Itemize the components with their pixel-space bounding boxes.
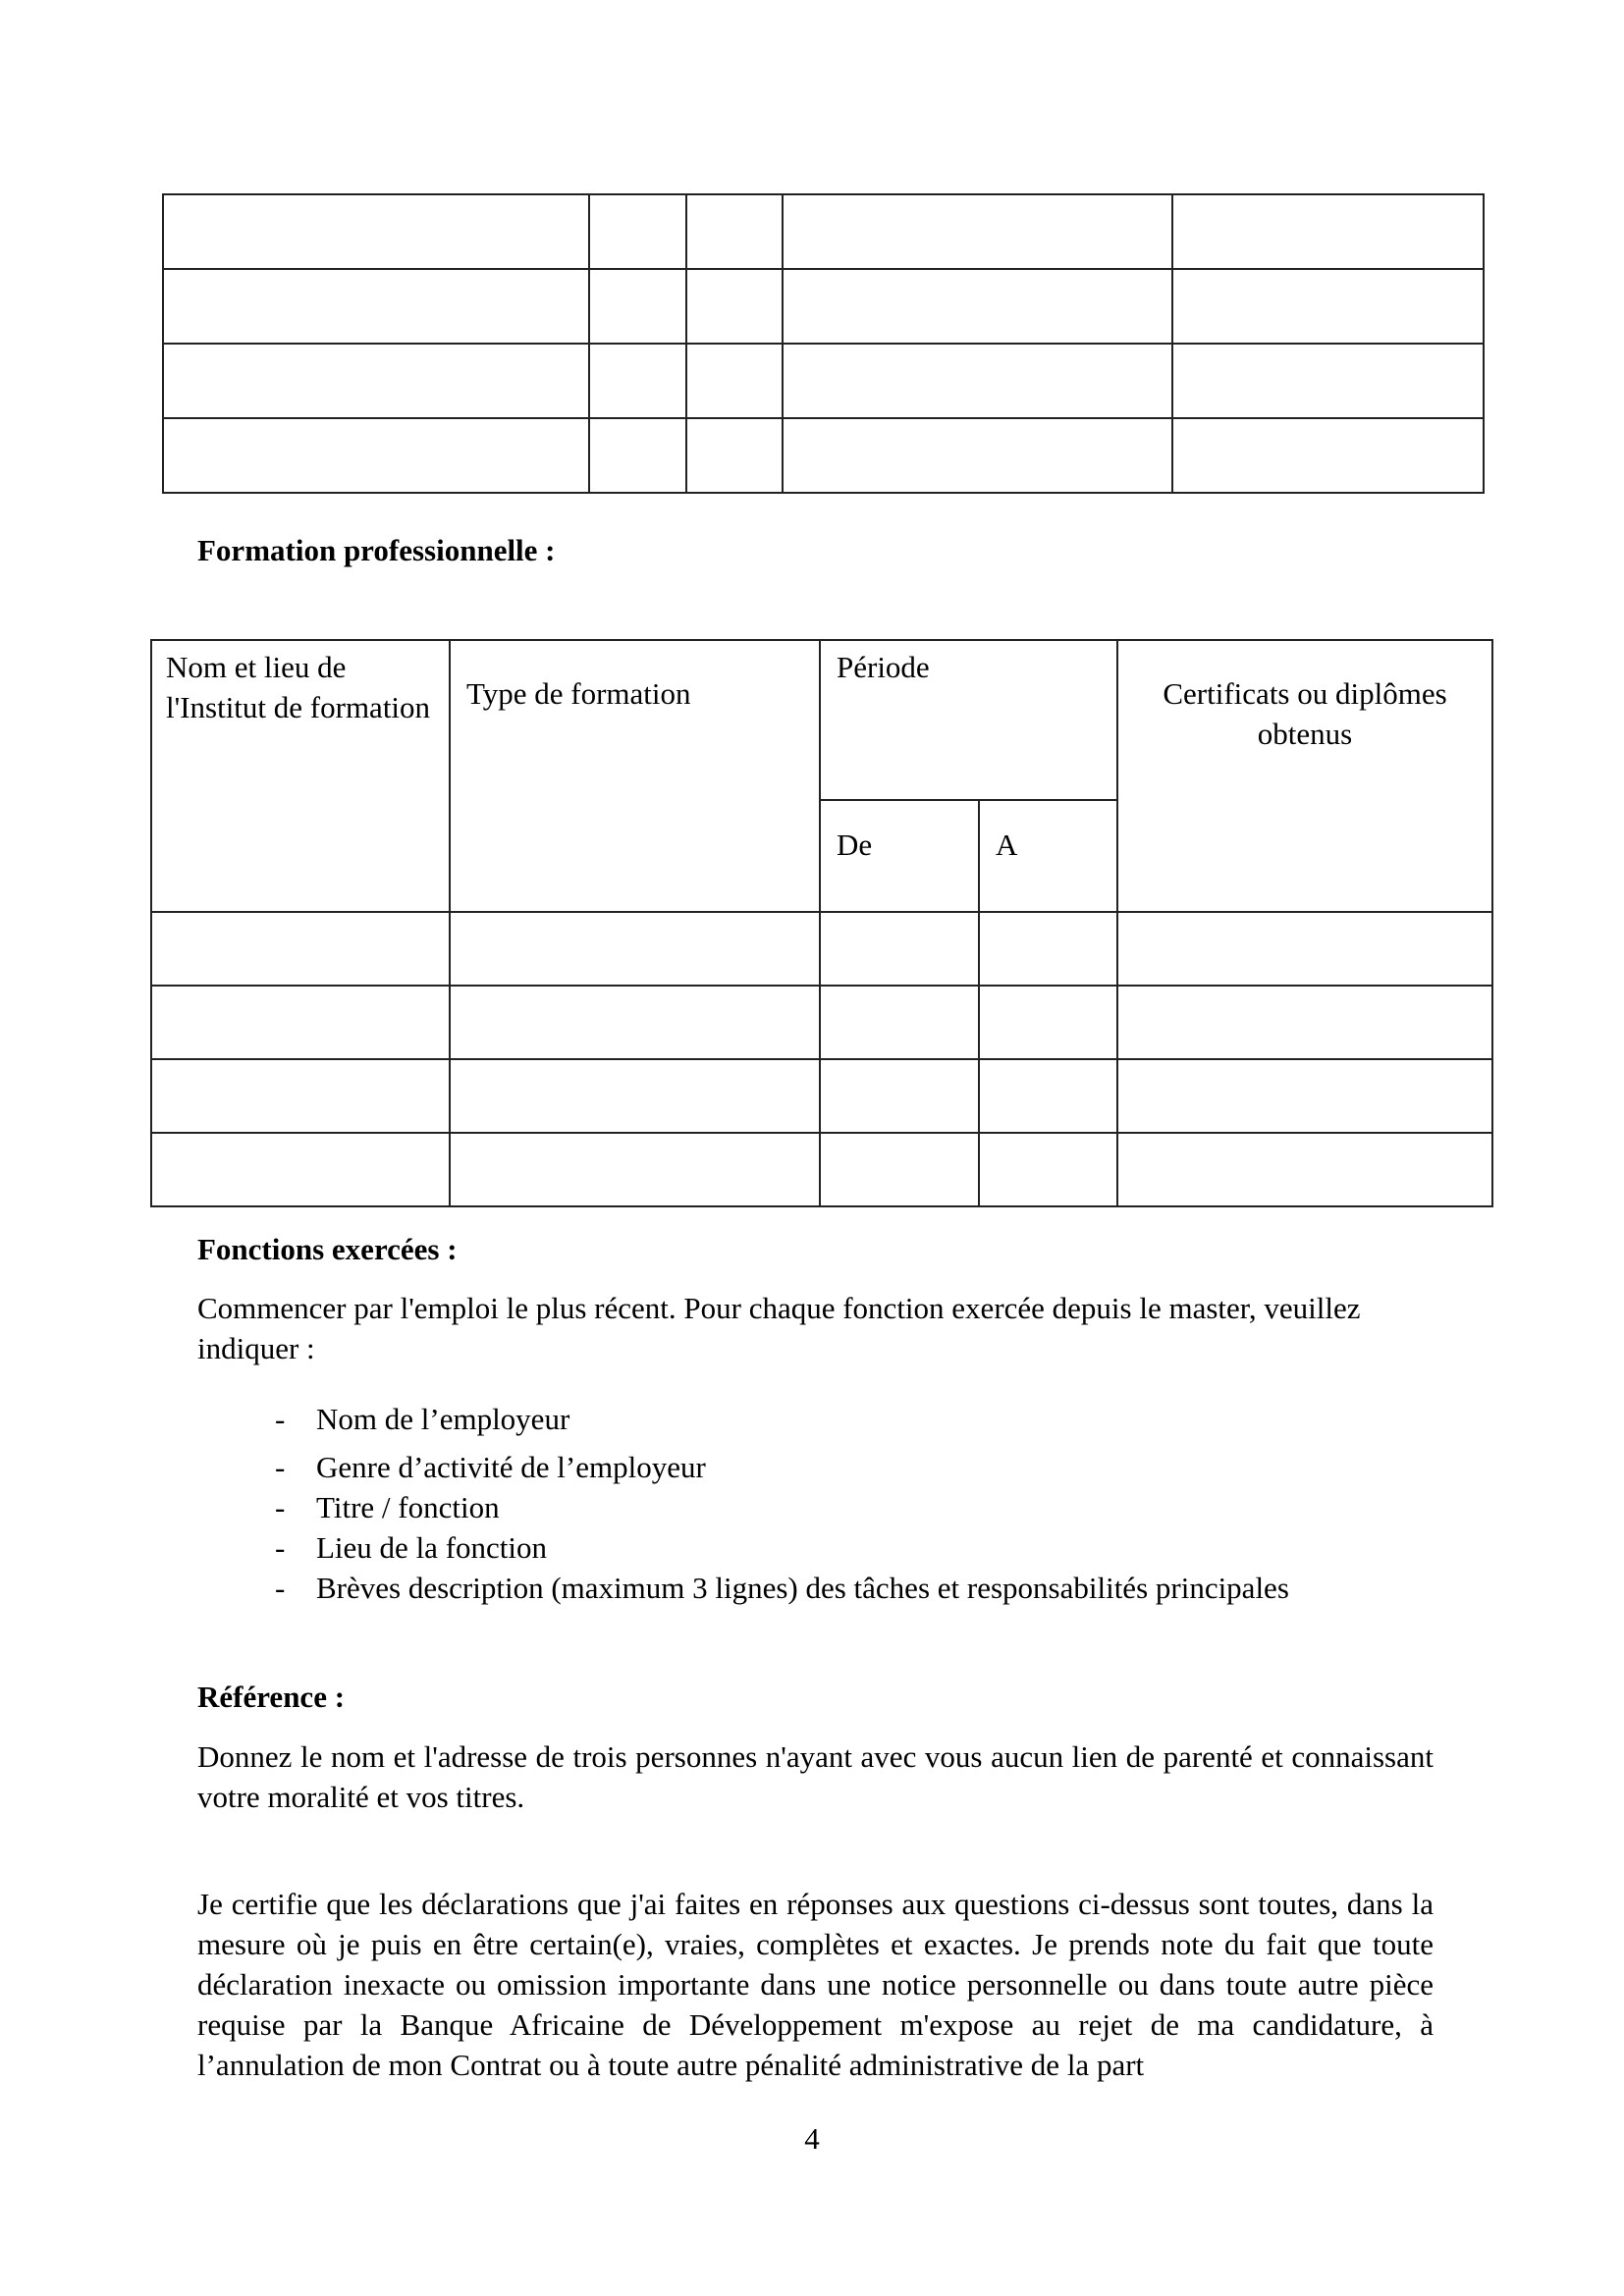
header-period: Période bbox=[820, 640, 1117, 800]
table-row bbox=[151, 1059, 1492, 1133]
table-cell bbox=[450, 1133, 820, 1206]
table-cell bbox=[450, 986, 820, 1059]
table-cell bbox=[820, 1133, 979, 1206]
table-cell bbox=[979, 912, 1117, 986]
table-row bbox=[151, 912, 1492, 986]
table-cell bbox=[820, 1059, 979, 1133]
previous-section-table bbox=[162, 193, 1485, 494]
list-item: - Lieu de la fonction bbox=[275, 1527, 1453, 1568]
table-row bbox=[163, 344, 1484, 418]
table-cell bbox=[783, 194, 1172, 269]
header-institute: Nom et lieu de l'Institut de formation bbox=[151, 640, 450, 912]
table-cell bbox=[151, 912, 450, 986]
table-cell bbox=[589, 418, 686, 493]
table-cell bbox=[163, 194, 589, 269]
formation-header-row bbox=[151, 640, 1492, 800]
table-cell bbox=[783, 269, 1172, 344]
table-cell bbox=[151, 986, 450, 1059]
table-cell bbox=[1172, 269, 1484, 344]
table-cell bbox=[979, 1059, 1117, 1133]
table-cell bbox=[1172, 418, 1484, 493]
certification-text: Je certifie que les déclarations que j'ai faites en réponses aux questions ci-dessus sont toutes, dans la mesure où je puis en être certain(e), vraies, complètes et exactes. Je prends note du fait que toute déclaration inexacte ou omission importante dans une notice personnelle ou dans toute autre pièce requise par la Banque Africaine de Développement m'expose au rejet de ma candidature, à l’annulation de mon Contrat ou à toute autre pénalité administrative de la part bbox=[197, 1887, 1434, 2082]
header-type: Type de formation bbox=[450, 640, 820, 912]
table-cell bbox=[1117, 1059, 1492, 1133]
table-cell bbox=[450, 912, 820, 986]
page-number: 4 bbox=[804, 2121, 820, 2156]
formation-heading: Formation professionnelle : bbox=[197, 533, 556, 567]
fonctions-intro: Commencer par l'emploi le plus récent. Pour chaque fonction exercée depuis le master, veuillez indiquer : bbox=[197, 1291, 1361, 1365]
list-item: - Brèves description (maximum 3 lignes) des tâches et responsabilités principales bbox=[275, 1568, 1453, 1608]
table-cell bbox=[589, 344, 686, 418]
table-cell bbox=[686, 269, 783, 344]
list-item: - Nom de l’employeur bbox=[275, 1399, 1453, 1439]
table-cell bbox=[450, 1059, 820, 1133]
table-cell bbox=[151, 1133, 450, 1206]
table-cell bbox=[979, 986, 1117, 1059]
reference-text: Donnez le nom et l'adresse de trois personnes n'ayant avec vous aucun lien de parenté et connaissant votre moralité et vos titres. bbox=[197, 1739, 1434, 1814]
table-cell bbox=[589, 194, 686, 269]
table-row bbox=[151, 1133, 1492, 1206]
fonctions-heading: Fonctions exercées : bbox=[197, 1232, 458, 1266]
table-cell bbox=[163, 418, 589, 493]
formation-table-body bbox=[151, 912, 1492, 1206]
table-cell bbox=[820, 912, 979, 986]
formation-table bbox=[150, 639, 1493, 1207]
table-row bbox=[163, 418, 1484, 493]
table-cell bbox=[686, 418, 783, 493]
table-cell bbox=[686, 194, 783, 269]
table-cell bbox=[163, 344, 589, 418]
header-from: De bbox=[820, 800, 979, 912]
table-cell bbox=[820, 986, 979, 1059]
header-to: A bbox=[979, 800, 1117, 912]
previous-table-body bbox=[163, 194, 1484, 493]
table-cell bbox=[1172, 344, 1484, 418]
table-cell bbox=[1117, 912, 1492, 986]
table-row bbox=[163, 269, 1484, 344]
table-cell bbox=[979, 1133, 1117, 1206]
table-cell bbox=[163, 269, 589, 344]
table-cell bbox=[1117, 986, 1492, 1059]
table-cell bbox=[151, 1059, 450, 1133]
header-certificates: Certificats ou diplômes obtenus bbox=[1117, 640, 1492, 912]
fonctions-list bbox=[275, 1399, 1453, 1608]
table-cell bbox=[783, 344, 1172, 418]
table-cell bbox=[1172, 194, 1484, 269]
table-cell bbox=[686, 344, 783, 418]
table-cell bbox=[783, 418, 1172, 493]
table-cell bbox=[589, 269, 686, 344]
table-row bbox=[151, 986, 1492, 1059]
reference-heading: Référence : bbox=[197, 1680, 346, 1714]
list-item: - Genre d’activité de l’employeur bbox=[275, 1447, 1453, 1487]
list-item: - Titre / fonction bbox=[275, 1487, 1453, 1527]
table-cell bbox=[1117, 1133, 1492, 1206]
table-row bbox=[163, 194, 1484, 269]
